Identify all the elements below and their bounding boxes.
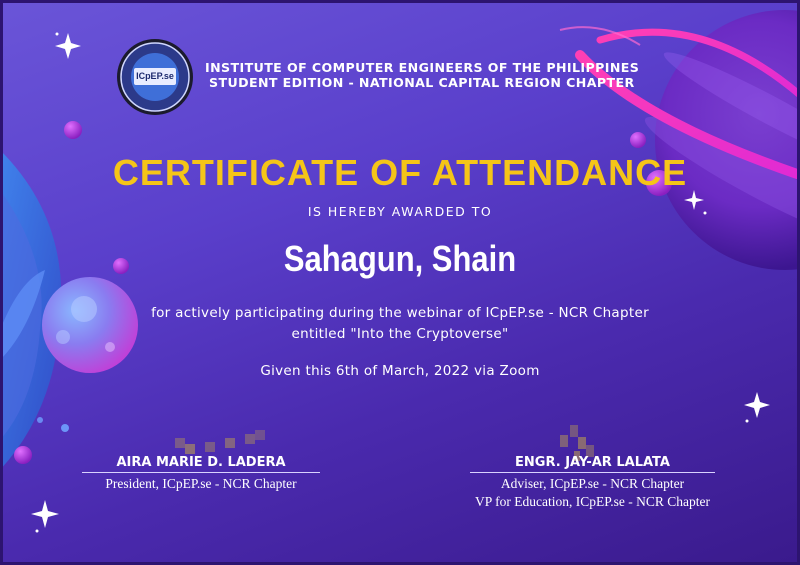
signature-line <box>82 472 320 473</box>
signatory-adviser <box>470 455 715 511</box>
org-name-line2: STUDENT EDITION - NATIONAL CAPITAL REGION CHAPTER <box>209 75 635 90</box>
description <box>0 303 800 345</box>
description-line2: entitled "Into the Cryptoverse" <box>291 326 509 342</box>
recipient-name: Sahagun, Shain <box>283 238 517 279</box>
signatory-name: AIRA MARIE D. LADERA <box>116 455 286 470</box>
signature-line <box>470 472 715 473</box>
signatory-president <box>82 455 320 493</box>
awarded-text: IS HEREBY AWARDED TO <box>307 204 493 219</box>
organization-logo <box>116 38 194 116</box>
org-name-line1: INSTITUTE OF COMPUTER ENGINEERS OF THE PHILIPPINES <box>205 60 640 75</box>
logo-text: ICpEP.se <box>136 71 174 81</box>
small-planet <box>14 446 32 464</box>
header <box>205 60 665 90</box>
given-date: Given this 6th of March, 2022 via Zoom <box>260 363 540 379</box>
certificate-title: CERTIFICATE OF ATTENDANCE <box>112 152 688 193</box>
description-line1: for actively participating during the webinar of ICpEP.se - NCR Chapter <box>151 305 649 321</box>
signatory-role: Adviser, ICpEP.se - NCR Chapter <box>500 476 685 491</box>
signatory-name: ENGR. JAY-AR LALATA <box>515 455 670 470</box>
signatory-role-secondary: VP for Education, ICpEP.se - NCR Chapter <box>475 494 710 509</box>
small-planet <box>630 132 646 148</box>
signatory-role: President, ICpEP.se - NCR Chapter <box>105 476 297 491</box>
small-planet <box>64 121 82 139</box>
